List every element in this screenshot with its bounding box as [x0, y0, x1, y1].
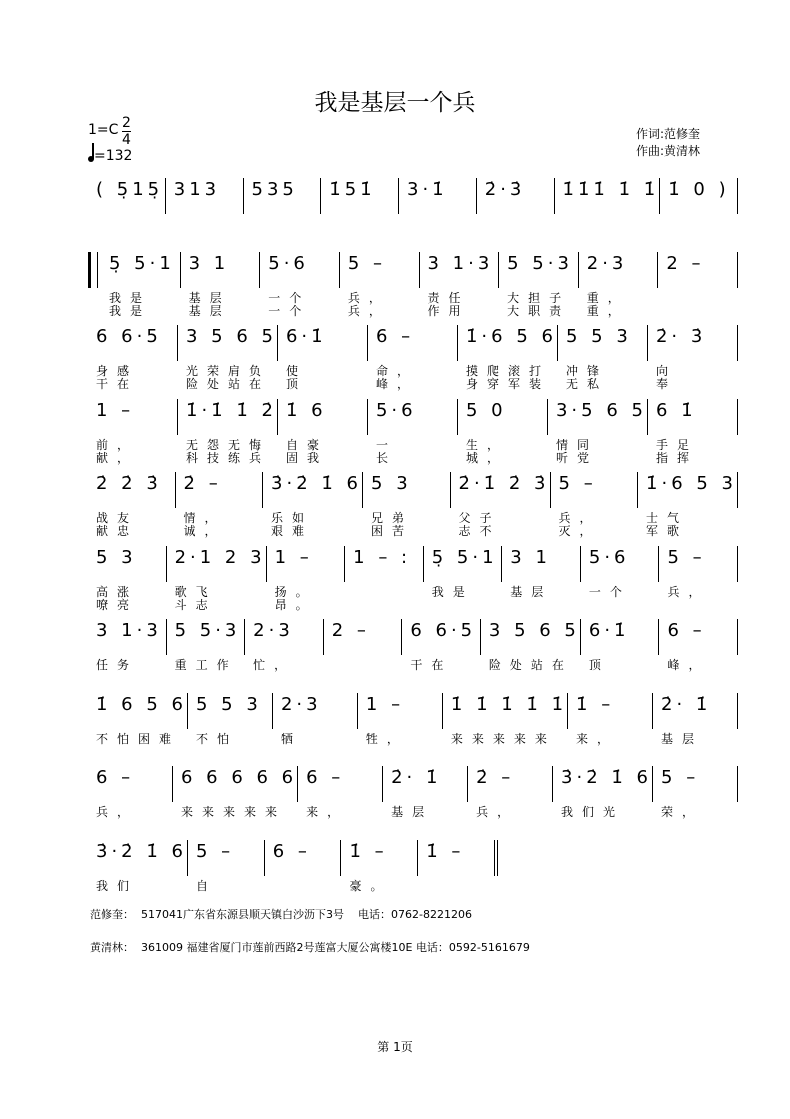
measure — [267, 546, 346, 612]
lyric-verse-1: 使 — [285, 364, 307, 378]
lyric-verse-2: 指挥 — [655, 450, 698, 465]
notes: 3 1·3 — [427, 252, 494, 274]
composer: 作曲:黄清林 — [636, 144, 701, 158]
measure — [579, 252, 659, 318]
lyric-verse-1: 兵， — [667, 584, 710, 599]
score-row — [88, 325, 738, 391]
notes: 3̇·2̇ 1̇ 6 — [561, 767, 653, 788]
lyric-verse-2: 固我 — [285, 450, 328, 465]
measure — [181, 252, 261, 318]
lyric-verse-2: 献， — [96, 450, 139, 465]
notes: 1̇1̇1̇ 1̇ 1̇ — [562, 179, 660, 200]
notes: 5 – — [661, 767, 700, 788]
lyric-verse-1: 基层 — [188, 290, 231, 305]
lyric-verse-1: 手足 — [655, 437, 698, 452]
footer-contact-1: 范修奎： 517041广东省东源县顺天镇白沙沥下3号 电话：0762-8221206 — [90, 908, 472, 921]
lyric-verse-1: 来来来来来 — [450, 731, 556, 746]
footer-contact-2: 黄清林： 361009 福建省厦门市莲前西路2号莲富大厦公寓楼10E 电话：0592-5161679 — [90, 941, 530, 954]
notes: 2̇· 3̇ — [655, 326, 707, 347]
lyric-verse-2: 无私 — [565, 377, 608, 391]
lyric-verse-2: 军歌 — [646, 524, 689, 538]
notes: 5 3 — [96, 546, 137, 568]
lyric-verse-2: 献忠 — [96, 524, 139, 538]
lyric-verse-2: 基层 — [188, 303, 231, 318]
notes: 3̇·2̇ 1̇ 6 — [271, 473, 363, 494]
measure — [653, 693, 738, 746]
lyric-verse-1: 兵， — [347, 290, 390, 305]
measure — [502, 546, 581, 599]
score-row — [88, 399, 738, 465]
notes: 5·6 — [268, 252, 309, 274]
measure — [260, 252, 340, 318]
notes: 6 1̇ — [655, 399, 697, 421]
time-signature: 2 4 — [122, 115, 131, 148]
measure — [418, 840, 498, 876]
measure — [265, 840, 342, 876]
lyric-verse-1: 干在 — [410, 658, 453, 672]
measure — [659, 619, 738, 672]
lyric-verse-1: 乐如 — [271, 511, 314, 525]
lyricist: 作词:范修奎 — [636, 127, 701, 141]
notes: 313 — [173, 179, 221, 200]
lyric-verse-1: 一个 — [588, 584, 631, 599]
key-signature: 1=C — [88, 122, 119, 138]
measure — [399, 178, 477, 214]
lyric-verse-1: 兄弟 — [371, 511, 414, 525]
lyric-verse-1: 来来来来来 — [180, 805, 286, 819]
lyric-verse-1: 向 — [655, 364, 677, 378]
notes: 1̇ 6 5 6 — [96, 693, 187, 715]
notes: 5̣ 5·1 — [431, 546, 498, 568]
lyric-verse-1: 生， — [465, 437, 508, 452]
notes: 1 – — [96, 399, 135, 421]
notes: ( 5̣15̣ — [96, 179, 164, 200]
measure — [458, 325, 558, 391]
measure — [88, 472, 176, 538]
notes: 1 – — [365, 693, 405, 715]
measure — [458, 399, 548, 465]
notes: 6 – — [667, 620, 706, 641]
lyric-verse-2: 困苦 — [371, 524, 414, 538]
measure — [368, 399, 458, 465]
lyric-verse-1: 士气 — [646, 511, 689, 525]
score-row — [88, 472, 738, 538]
lyric-verse-1: 一 — [375, 437, 397, 452]
notes: 3 1·3 — [96, 620, 162, 641]
notes: 3 1 — [510, 546, 551, 568]
measure — [548, 399, 648, 465]
notes: 1̇ – — [576, 693, 615, 715]
lyric-verse-1: 自 — [195, 878, 217, 893]
lyric-verse-1: 情， — [183, 511, 226, 525]
lyric-verse-1: 歌飞 — [174, 584, 217, 599]
measure — [477, 178, 555, 214]
lyric-verse-1: 大担子 — [507, 290, 571, 305]
lyric-verse-1: 我们 — [96, 878, 139, 893]
score-row — [88, 546, 738, 612]
measure — [581, 619, 660, 672]
measure — [402, 619, 481, 672]
notes: 1̇ – — [426, 840, 465, 862]
notes: 1 – — [274, 546, 313, 568]
measure — [481, 619, 581, 672]
measure — [363, 472, 451, 538]
lyric-verse-1: 险处站在 — [488, 658, 573, 672]
measure — [341, 840, 418, 893]
lyric-verse-1: 任务 — [96, 658, 139, 672]
lyric-verse-1: 战友 — [96, 511, 139, 525]
notes: 6·1̇ — [285, 326, 327, 347]
measure — [581, 546, 660, 599]
lyric-verse-1: 顶 — [588, 658, 610, 672]
lyric-verse-1: 兵， — [558, 511, 601, 525]
measure — [340, 252, 420, 318]
measure — [176, 472, 264, 538]
tempo-marking: =132 — [88, 148, 132, 164]
lyric-verse-1: 冲锋 — [565, 364, 608, 378]
score-row — [88, 693, 738, 746]
notes: 3̇·2̇ 1̇ 6 — [96, 840, 187, 862]
lyric-verse-1: 自豪 — [285, 437, 328, 452]
measure — [653, 766, 738, 819]
song-title: 我是基层一个兵 — [314, 90, 476, 116]
measure — [553, 766, 653, 819]
measure — [188, 840, 265, 893]
lyric-verse-1: 兵， — [96, 805, 139, 819]
notes: 1̇ – — [349, 840, 388, 862]
lyric-verse-1: 我是 — [431, 584, 474, 599]
notes: 1̇ 6 — [285, 399, 327, 421]
measure — [648, 325, 738, 391]
measure — [101, 252, 181, 318]
measure — [383, 766, 468, 819]
lyric-verse-1: 光荣肩负 — [186, 364, 271, 378]
lyric-verse-1: 不怕困难 — [96, 731, 181, 746]
lyric-verse-1: 高涨 — [96, 584, 139, 599]
lyric-verse-2: 作用 — [427, 303, 470, 318]
credits — [636, 126, 700, 160]
lyric-verse-2: 身穿军装 — [465, 377, 550, 391]
lyric-verse-2: 奉 — [655, 377, 677, 391]
notes: 2̇·1̇ 2̇ 3̇ — [458, 473, 550, 494]
lyric-verse-1: 前， — [96, 437, 139, 452]
notes: 3 5 6 5 — [488, 620, 580, 641]
notes: 3·1̇ — [407, 179, 448, 200]
lyric-verse-1: 不怕 — [195, 731, 238, 746]
notes: 1̇ 1̇ 1̇ 1̇ 1̇ — [450, 693, 568, 715]
notes: 1̇·6 5 3 — [646, 473, 738, 494]
lyric-verse-1: 我是 — [109, 290, 152, 305]
lyric-verse-2: 一个 — [268, 303, 311, 318]
measure — [178, 399, 278, 465]
notes: 5 5 3 — [195, 693, 262, 715]
measure — [167, 619, 246, 672]
measure — [551, 472, 639, 538]
measure — [555, 178, 661, 214]
notes: 2̇ – — [476, 767, 515, 788]
measure — [244, 178, 322, 214]
notes: 2̇ – — [183, 473, 222, 494]
lyric-verse-2: 嘹亮 — [96, 597, 139, 612]
notes: 1̇51̇ — [329, 179, 376, 200]
lyric-verse-2: 峰， — [375, 377, 418, 391]
notes: 5·6 — [588, 546, 630, 568]
measure — [88, 546, 167, 612]
lyric-verse-1: 基层 — [391, 805, 434, 819]
measure — [638, 472, 738, 538]
lyric-verse-1: 基层 — [510, 584, 553, 599]
measure — [499, 252, 579, 318]
measure — [321, 178, 399, 214]
lyric-verse-1: 牺 — [280, 731, 302, 746]
notes: 2·3 — [586, 252, 628, 274]
measure — [298, 766, 383, 819]
notes: 1̇·1̇ 1̇ 2̇ — [186, 399, 277, 421]
lyric-verse-2: 重， — [586, 303, 629, 318]
measure — [178, 325, 278, 391]
notes: 1̇·6 5 6 — [465, 326, 557, 347]
notes: 5 5·3 — [174, 620, 241, 641]
measure — [166, 178, 244, 214]
lyric-verse-1: 荣， — [661, 805, 704, 819]
quarter-note-icon — [88, 156, 94, 162]
lyric-verse-1: 扬。 — [274, 584, 317, 599]
notes: 5 0 — [465, 399, 507, 421]
notes: 1̇ 0 ) — [668, 179, 730, 200]
notes: 6 – — [272, 840, 311, 862]
lyric-verse-2: 昂。 — [274, 597, 317, 612]
lyric-verse-1: 峰， — [667, 658, 710, 672]
measure — [659, 546, 738, 599]
measure — [88, 619, 167, 672]
notes: 6 – — [306, 767, 345, 788]
notes: 1 – : — [353, 546, 412, 568]
lyric-verse-1: 豪。 — [349, 878, 392, 893]
measure — [173, 766, 298, 819]
lyric-verse-1: 基层 — [661, 731, 704, 746]
measure — [263, 472, 363, 538]
measure — [88, 178, 166, 214]
notes: 3 1 — [188, 252, 230, 274]
lyric-verse-2: 听党 — [555, 450, 598, 465]
page-number: 第 1页 — [377, 1040, 413, 1054]
measure — [468, 766, 553, 819]
notes: 6 – — [375, 326, 415, 347]
score-row — [88, 178, 738, 214]
lyric-verse-1: 无怨无悔 — [186, 437, 271, 452]
lyric-verse-1: 一个 — [268, 290, 311, 305]
lyric-verse-1: 我们光 — [561, 805, 625, 819]
measure — [273, 693, 358, 746]
notes: 3·5 6 5 — [555, 399, 647, 421]
measure — [648, 399, 738, 465]
notes: 2̇ 2̇ 3̇ — [96, 473, 162, 494]
lyric-verse-2: 志不 — [458, 524, 501, 538]
measure — [368, 325, 458, 391]
measure — [278, 325, 368, 391]
lyric-verse-1: 忙， — [253, 658, 296, 672]
notes: 5 5·3 — [507, 252, 573, 274]
measure — [88, 693, 188, 746]
notes: 5̣ 5·1 — [109, 252, 175, 274]
lyric-verse-2: 险处站在 — [186, 377, 271, 391]
measure — [88, 766, 173, 819]
measure — [443, 693, 568, 746]
notes: 5 – — [558, 473, 597, 494]
lyric-verse-1: 命， — [375, 364, 418, 378]
notes: 2̇·3̇ — [484, 179, 526, 200]
lyric-verse-2: 长 — [375, 450, 397, 465]
measure — [424, 546, 503, 599]
lyric-verse-2: 科技练兵 — [186, 450, 271, 465]
notes: 2·1 2 3 — [174, 546, 266, 568]
score-row — [88, 840, 498, 893]
lyric-verse-1: 重工作 — [174, 658, 238, 672]
measure — [451, 472, 551, 538]
lyric-verse-2: 干在 — [96, 377, 139, 391]
notes: 6 6·5 — [410, 620, 477, 641]
measure — [167, 546, 267, 612]
notes: 2̇· 1̇ — [661, 693, 712, 715]
measure — [358, 693, 443, 746]
lyric-verse-2: 顶 — [285, 377, 307, 391]
notes: 2̇· 1̇ — [391, 767, 442, 788]
notes: 5 5 3 — [565, 326, 632, 347]
measure — [278, 399, 368, 465]
measure — [568, 693, 653, 746]
score-row — [88, 619, 738, 672]
lyric-verse-1: 责任 — [427, 290, 470, 305]
notes: 5 – — [667, 546, 706, 568]
notes: 3 5 6 5 — [186, 326, 277, 347]
lyric-verse-1: 摸爬滚打 — [465, 364, 550, 378]
lyric-verse-1: 牲， — [365, 731, 408, 746]
notes: 5 – — [347, 252, 387, 274]
notes: 2 – — [666, 252, 705, 274]
measure — [658, 252, 738, 288]
measure — [188, 693, 273, 746]
lyric-verse-2: 灭， — [558, 524, 601, 538]
lyric-verse-2: 城， — [465, 450, 508, 465]
lyric-verse-2: 艰难 — [271, 524, 314, 538]
measure — [324, 619, 403, 655]
measure — [420, 252, 500, 318]
notes: 2·3 — [280, 693, 322, 715]
lyric-verse-1: 身感 — [96, 364, 139, 378]
score-row — [88, 766, 738, 819]
notes: 6·1̇ — [588, 620, 630, 641]
lyric-verse-2: 斗志 — [174, 597, 217, 612]
lyric-verse-1: 来， — [576, 731, 619, 746]
notes: 2·3 — [253, 620, 294, 641]
measure — [245, 619, 324, 672]
score-row — [88, 252, 738, 318]
lyric-verse-2: 诚， — [183, 524, 226, 538]
notes: 5·6 — [375, 399, 417, 421]
lyric-verse-1: 重， — [586, 290, 629, 305]
notes: 6 6·5 — [96, 326, 162, 347]
lyric-verse-1: 父子 — [458, 511, 501, 525]
lyric-verse-2: 兵， — [347, 303, 390, 318]
notes: 6 6 6 6 6 — [180, 767, 298, 788]
repeat-start-barline — [88, 252, 98, 288]
lyric-verse-1: 兵， — [476, 805, 519, 819]
lyric-verse-2: 我是 — [109, 303, 152, 318]
lyric-verse-1: 情同 — [555, 437, 598, 452]
measure — [88, 325, 178, 391]
notes: 2 – — [331, 620, 370, 641]
measure — [558, 325, 648, 391]
notes: 5 3 — [371, 473, 412, 494]
lyric-verse-2: 大职责 — [507, 303, 571, 318]
measure — [88, 840, 188, 893]
notes: 6 – — [96, 767, 135, 788]
measure — [660, 178, 738, 214]
notes: 5 – — [195, 840, 235, 862]
measure — [88, 399, 178, 465]
measure — [345, 546, 424, 582]
notes: 535 — [251, 179, 298, 200]
lyric-verse-1: 来， — [306, 805, 349, 819]
